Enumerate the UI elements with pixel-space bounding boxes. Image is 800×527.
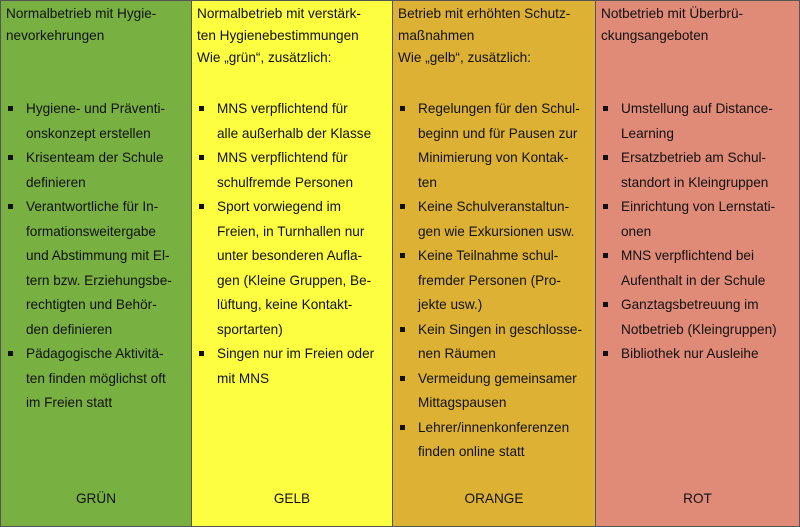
list-item: Ersatzbetrieb am Schul- standort in Kleingruppen <box>601 146 797 195</box>
measure-list <box>601 97 797 367</box>
column-gelb <box>192 1 393 526</box>
column-footer: ORANGE <box>464 491 524 506</box>
list-item: MNS verpflichtend für alle außerhalb der Klasse <box>197 97 390 146</box>
column-orange <box>393 1 596 526</box>
list-item: Regelungen für den Schul- beginn und für Pausen zur Minimierung von Kontak- ten <box>398 97 593 195</box>
column-gruen <box>1 1 192 526</box>
column-header: Betrieb mit erhöhten Schutz- maßnahmen Wie „gelb“, zusätzlich: <box>398 6 571 65</box>
column-header: Notbetrieb mit Überbrü- ckungsangeboten <box>601 6 744 43</box>
list-item: Sport vorwiegend im Freien, in Turnhallen nur unter besonderen Aufla- gen (Kleine Gruppen, Be- lüftung, keine Kontakt- sportarten) <box>197 195 390 342</box>
column-rot <box>596 1 799 526</box>
measure-list <box>197 97 390 391</box>
list-item: Ganztagsbetreuung im Notbetrieb (Kleingruppen) <box>601 293 797 342</box>
measure-list <box>6 97 189 416</box>
list-item: Vermeidung gemeinsamer Mittagspausen <box>398 367 593 416</box>
list-item: Kein Singen in geschlosse- nen Räumen <box>398 318 593 367</box>
list-item: Verantwortliche für In- formationsweitergabe und Abstimmung mit El- tern bzw. Erziehungsbe- rechtigten und Behör- den definieren <box>6 195 189 342</box>
column-header: Normalbetrieb mit Hygie- nevorkehrungen <box>6 6 157 43</box>
list-item: Singen nur im Freien oder mit MNS <box>197 342 390 391</box>
list-item: Lehrer/innenkonferenzen finden online statt <box>398 416 593 465</box>
measure-list <box>398 97 593 465</box>
list-item: MNS verpflichtend für schulfremde Personen <box>197 146 390 195</box>
column-header: Normalbetrieb mit verstärk- ten Hygienebestimmungen Wie „grün“, zusätzlich: <box>197 6 361 65</box>
list-item: Krisenteam der Schule definieren <box>6 146 189 195</box>
list-item: Umstellung auf Distance- Learning <box>601 97 797 146</box>
column-footer: GELB <box>273 491 311 506</box>
column-footer: GRÜN <box>75 491 117 506</box>
list-item: MNS verpflichtend bei Aufenthalt in der Schule <box>601 244 797 293</box>
list-item: Keine Schulveranstaltun- gen wie Exkursionen usw. <box>398 195 593 244</box>
column-footer: ROT <box>683 491 712 506</box>
list-item: Keine Teilnahme schul- fremder Personen (Pro- jekte usw.) <box>398 244 593 318</box>
list-item: Pädagogische Aktivitä- ten finden möglichst oft im Freien statt <box>6 342 189 416</box>
list-item: Einrichtung von Lernstati- onen <box>601 195 797 244</box>
list-item: Bibliothek nur Ausleihe <box>601 342 797 367</box>
list-item: Hygiene- und Präventi- onskonzept erstellen <box>6 97 189 146</box>
